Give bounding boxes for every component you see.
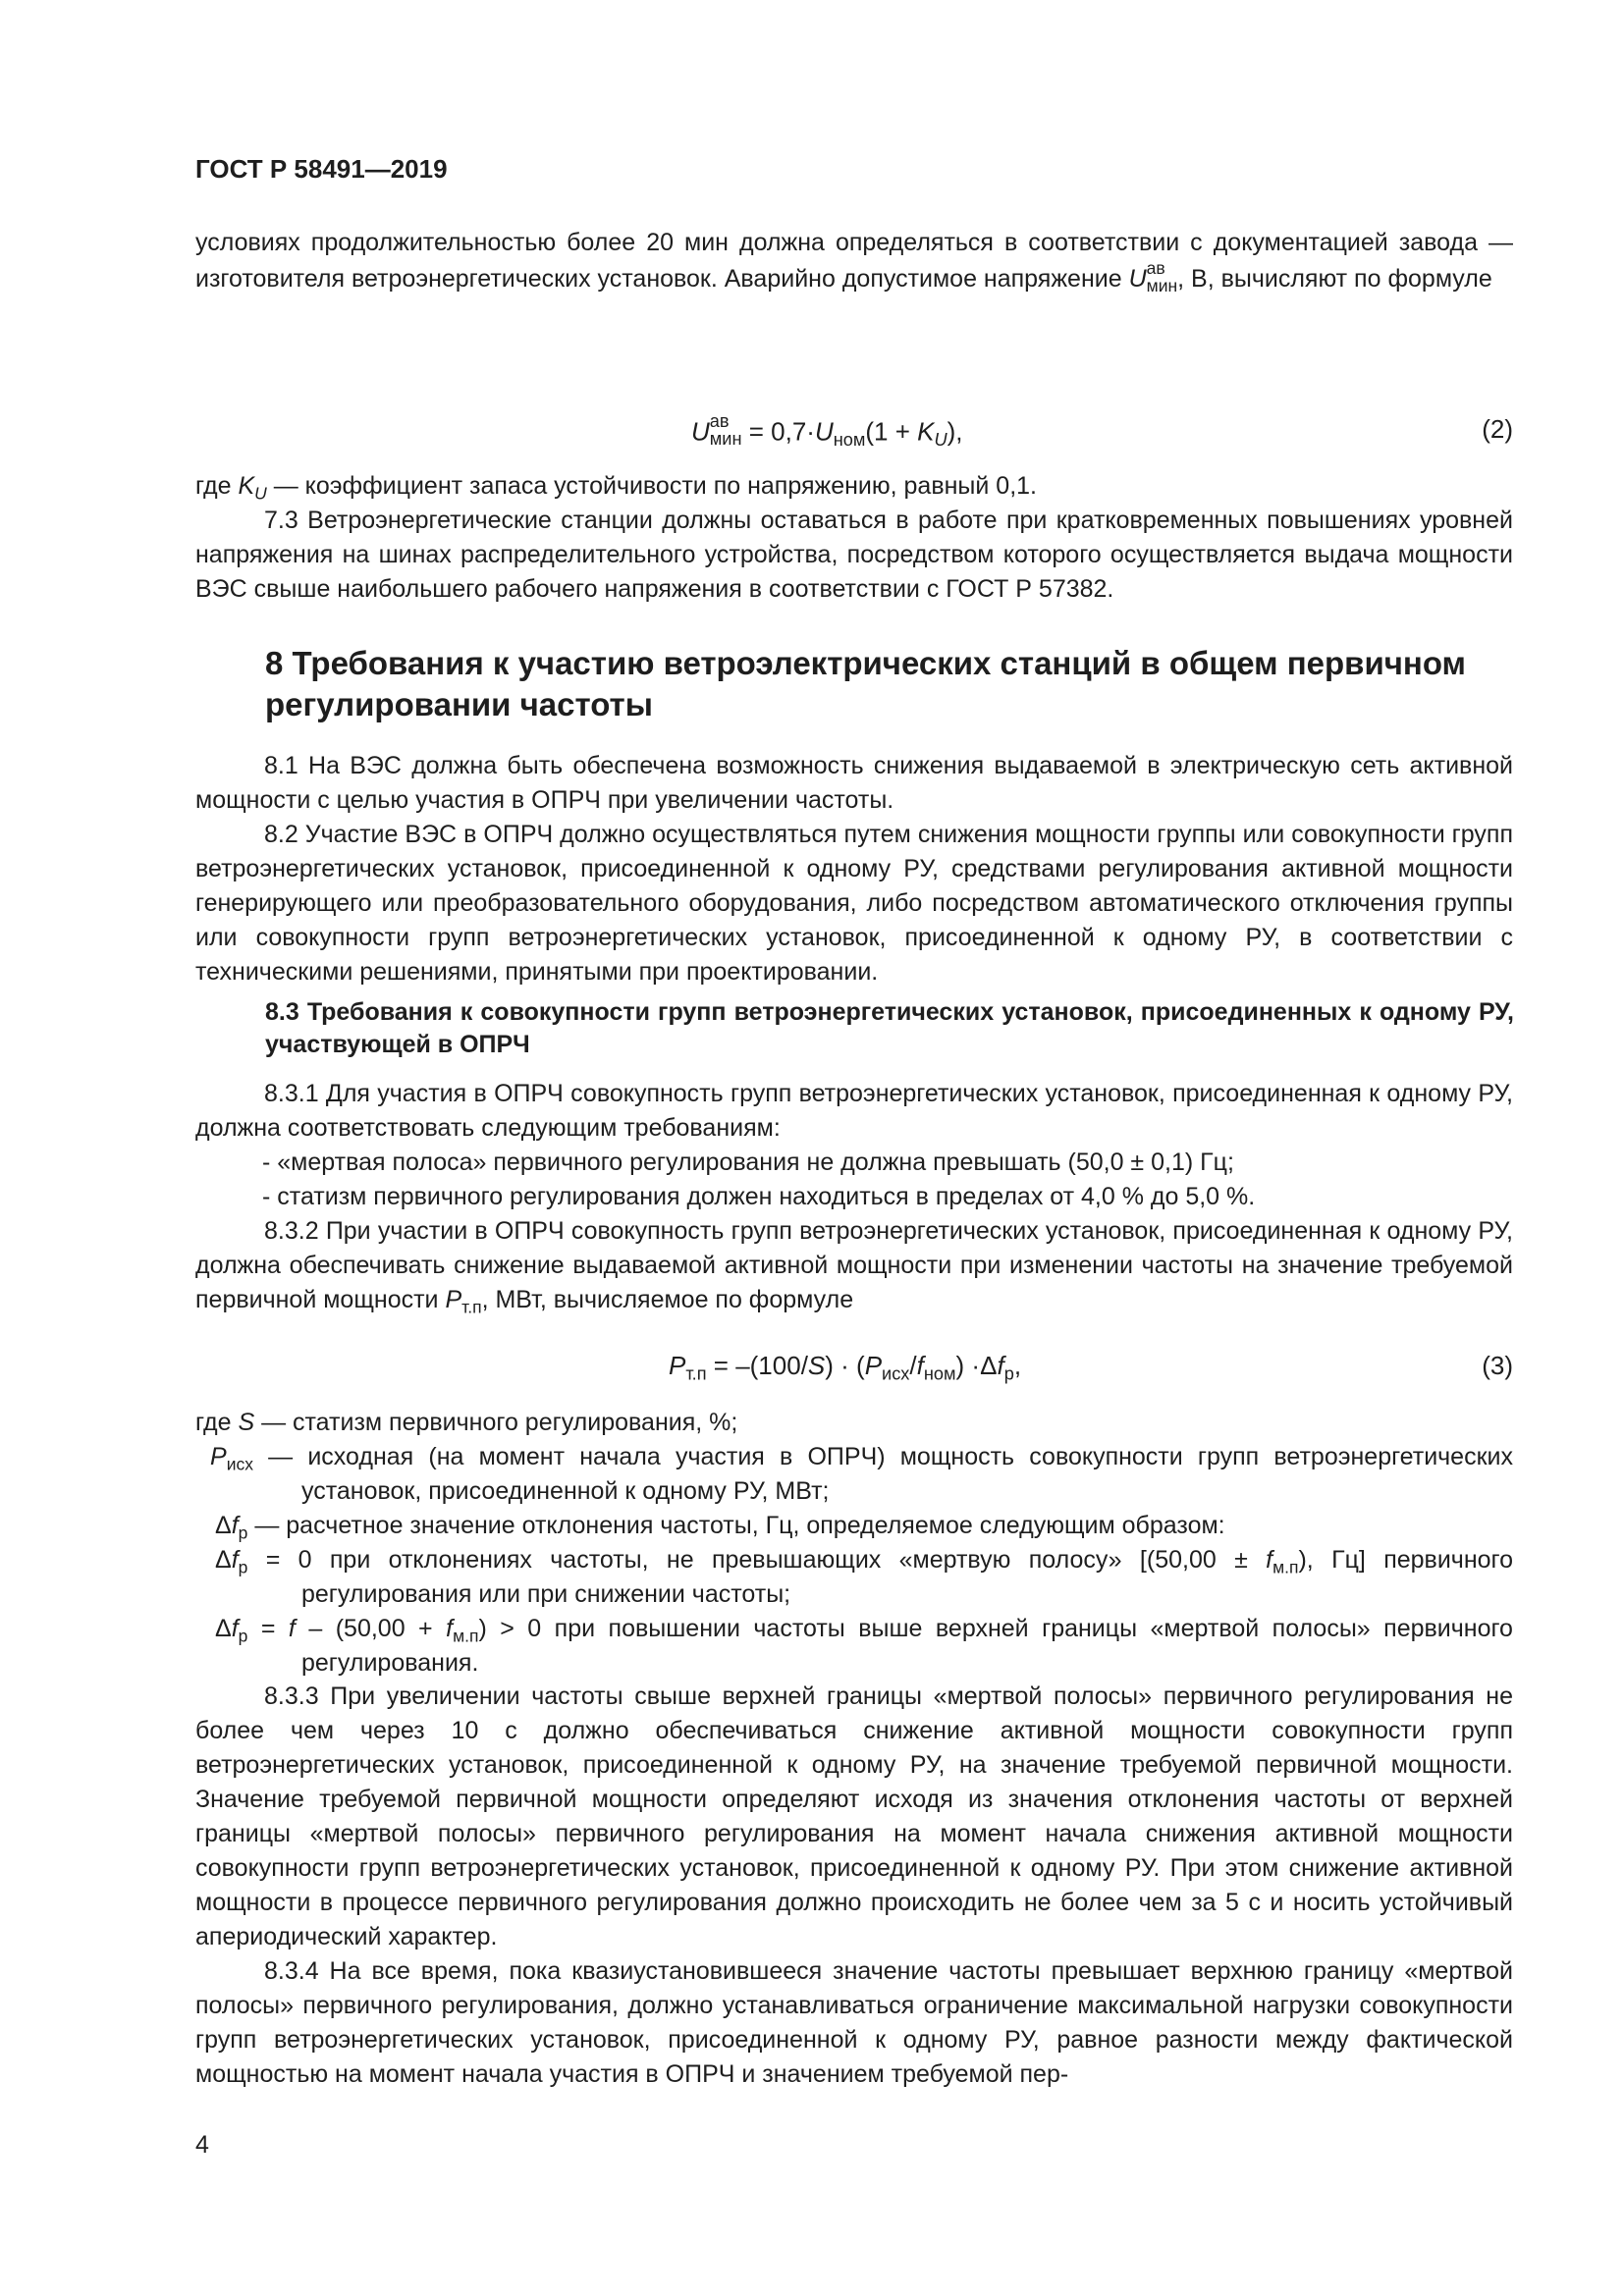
bullet-item: - «мертвая полоса» первичного регулирования не должна превышать (50,0 ± 0,1) Гц; <box>262 1148 1234 1176</box>
page-number: 4 <box>195 2131 209 2159</box>
formula-3-legend <box>195 1406 1513 1681</box>
paragraph-7-3: 7.3 Ветроэнергетические станции должны оставаться в работе при кратковременных повышениях уровней напряжения на шинах распределительного устройства, посредством которого осуществляется выдача мощности ВЭС свыше наибольшего рабочего напряжения в соответствии с ГОСТ Р 57382. <box>195 507 1513 603</box>
paragraph-8-1: 8.1 На ВЭС должна быть обеспечена возможность снижения выдаваемой в электрическую сеть активной мощности с целью участия в ОПРЧ при увеличении частоты. <box>195 752 1513 814</box>
formula-2 <box>195 412 1513 452</box>
paragraph-8-3-1: 8.3.1 Для участия в ОПРЧ совокупность групп ветроэнергетических установок, присоединенная к одному РУ, должна соответствовать следующим требованиям: <box>195 1080 1513 1142</box>
legend-case-zero: $\Delta f_р = 0$ при отклонениях частоты, не превышающих «мертвую полосу» [$(50,00 \pm f_{м.п})$, Гц] первичного регулирования или при снижении частоты; <box>215 1546 1514 1608</box>
legend-p-isx: $P_{исх}$ — исходная (на момент начала участия в ОПРЧ) мощность совокупности групп ветроэнергетических установок, присоединенной к одному РУ, МВт; <box>210 1443 1513 1505</box>
document-code-header: ГОСТ Р 58491—2019 <box>195 154 448 184</box>
paragraph-8-3-2: 8.3.2 При участии в ОПРЧ совокупность групп ветроэнергетических установок, присоединенная к одному РУ, должна обеспечивать снижение выдаваемой активной мощности при изменении частоты на значение требуемой первичной мощности $P_{т.п}$, МВт, вычисляемое по формуле <box>195 1217 1513 1317</box>
legend-case-positive: $\Delta f_р = f - (50,00 + f_{м.п}) > 0$ при повышении частоты выше верхней границы «мертвой полосы» первичного регулирования. <box>215 1615 1513 1677</box>
legend-delta-f: $\Delta f_р$ — расчетное значение отклонения частоты, Гц, определяемое следующим образом: <box>215 1512 1225 1543</box>
formula-2-number: (2) <box>1482 414 1513 444</box>
paragraph-intro: условиях продолжительностью более 20 мин должна определяться в соответствии с документацией завода — изготовителя ветроэнергетических установок. Аварийно допустимое напряжение U ав мин , В, вычисляют по формуле <box>195 229 1513 295</box>
section-8-heading: 8 Требования к участию ветроэлектрических станций в общем первичном регулировании частоты <box>265 645 1466 722</box>
section-8-3-heading: 8.3 Требования к совокупности групп ветроэнергетических установок, присоединенных к одному РУ, участвующей в ОПРЧ <box>265 998 1514 1058</box>
formula-3-number: (3) <box>1482 1351 1513 1380</box>
formula-3-expression: $P_{т.п} = -(100/S) \cdot (P_{исх}/f_{ном}) \cdot\Delta f_р$, <box>669 1351 1022 1384</box>
legend-s: где S — статизм первичного регулирования, %; <box>195 1409 738 1436</box>
where-ku: где $K_U$ — коэффициент запаса устойчивости по напряжению, равный 0,1. <box>195 472 1038 504</box>
paragraph-8-2: 8.2 Участие ВЭС в ОПРЧ должно осуществляться путем снижения мощности группы или совокупности групп ветроэнергетических установок, присоединенной к одному РУ, средствами регулирования активной мощности генерирующего или преобразовательного оборудования, либо посредством автоматического отключения группы или совокупности групп ветроэнергетических установок, присоединенной к одному РУ, в соответствии с техническими решениями, принятыми при проектировании. <box>195 821 1513 986</box>
formula-3 <box>195 1349 1513 1388</box>
paragraph-8-3-4: 8.3.4 На все время, пока квазиустановившееся значение частоты превышает верхнюю границу «мертвой полосы» первичного регулирования, должно устанавливаться ограничение максимальной нагрузки совокупности групп ветроэнергетических установок, присоединенной к одному РУ, равное разности между фактической мощностью на момент начала участия в ОПРЧ и значением требуемой пер- <box>195 1957 1513 2088</box>
paragraph-8-3-3: 8.3.3 При увеличении частоты свыше верхней границы «мертвой полосы» первичного регулирования не более чем через 10 с должно обеспечиваться снижение активной мощности совокупности групп ветроэнергетических установок, присоединенной к одному РУ, на значение требуемой первичной мощности. Значение требуемой первичной мощности определяют исходя из значения отклонения частоты от верхней границы «мертвой полосы» первичного регулирования на момент начала снижения активной мощности совокупности групп ветроэнергетических установок, присоединенной к одному РУ. При этом снижение активной мощности в процессе первичного регулирования должно происходить не более чем за 5 с и носить устойчивый апериодический характер. <box>195 1682 1513 1950</box>
bullet-item: - статизм первичного регулирования должен находиться в пределах от 4,0 % до 5,0 %. <box>262 1183 1256 1210</box>
formula-2-expression: U ав мин = $0,7\cdot U_{ном}(1 + K_U)$, <box>691 411 963 451</box>
